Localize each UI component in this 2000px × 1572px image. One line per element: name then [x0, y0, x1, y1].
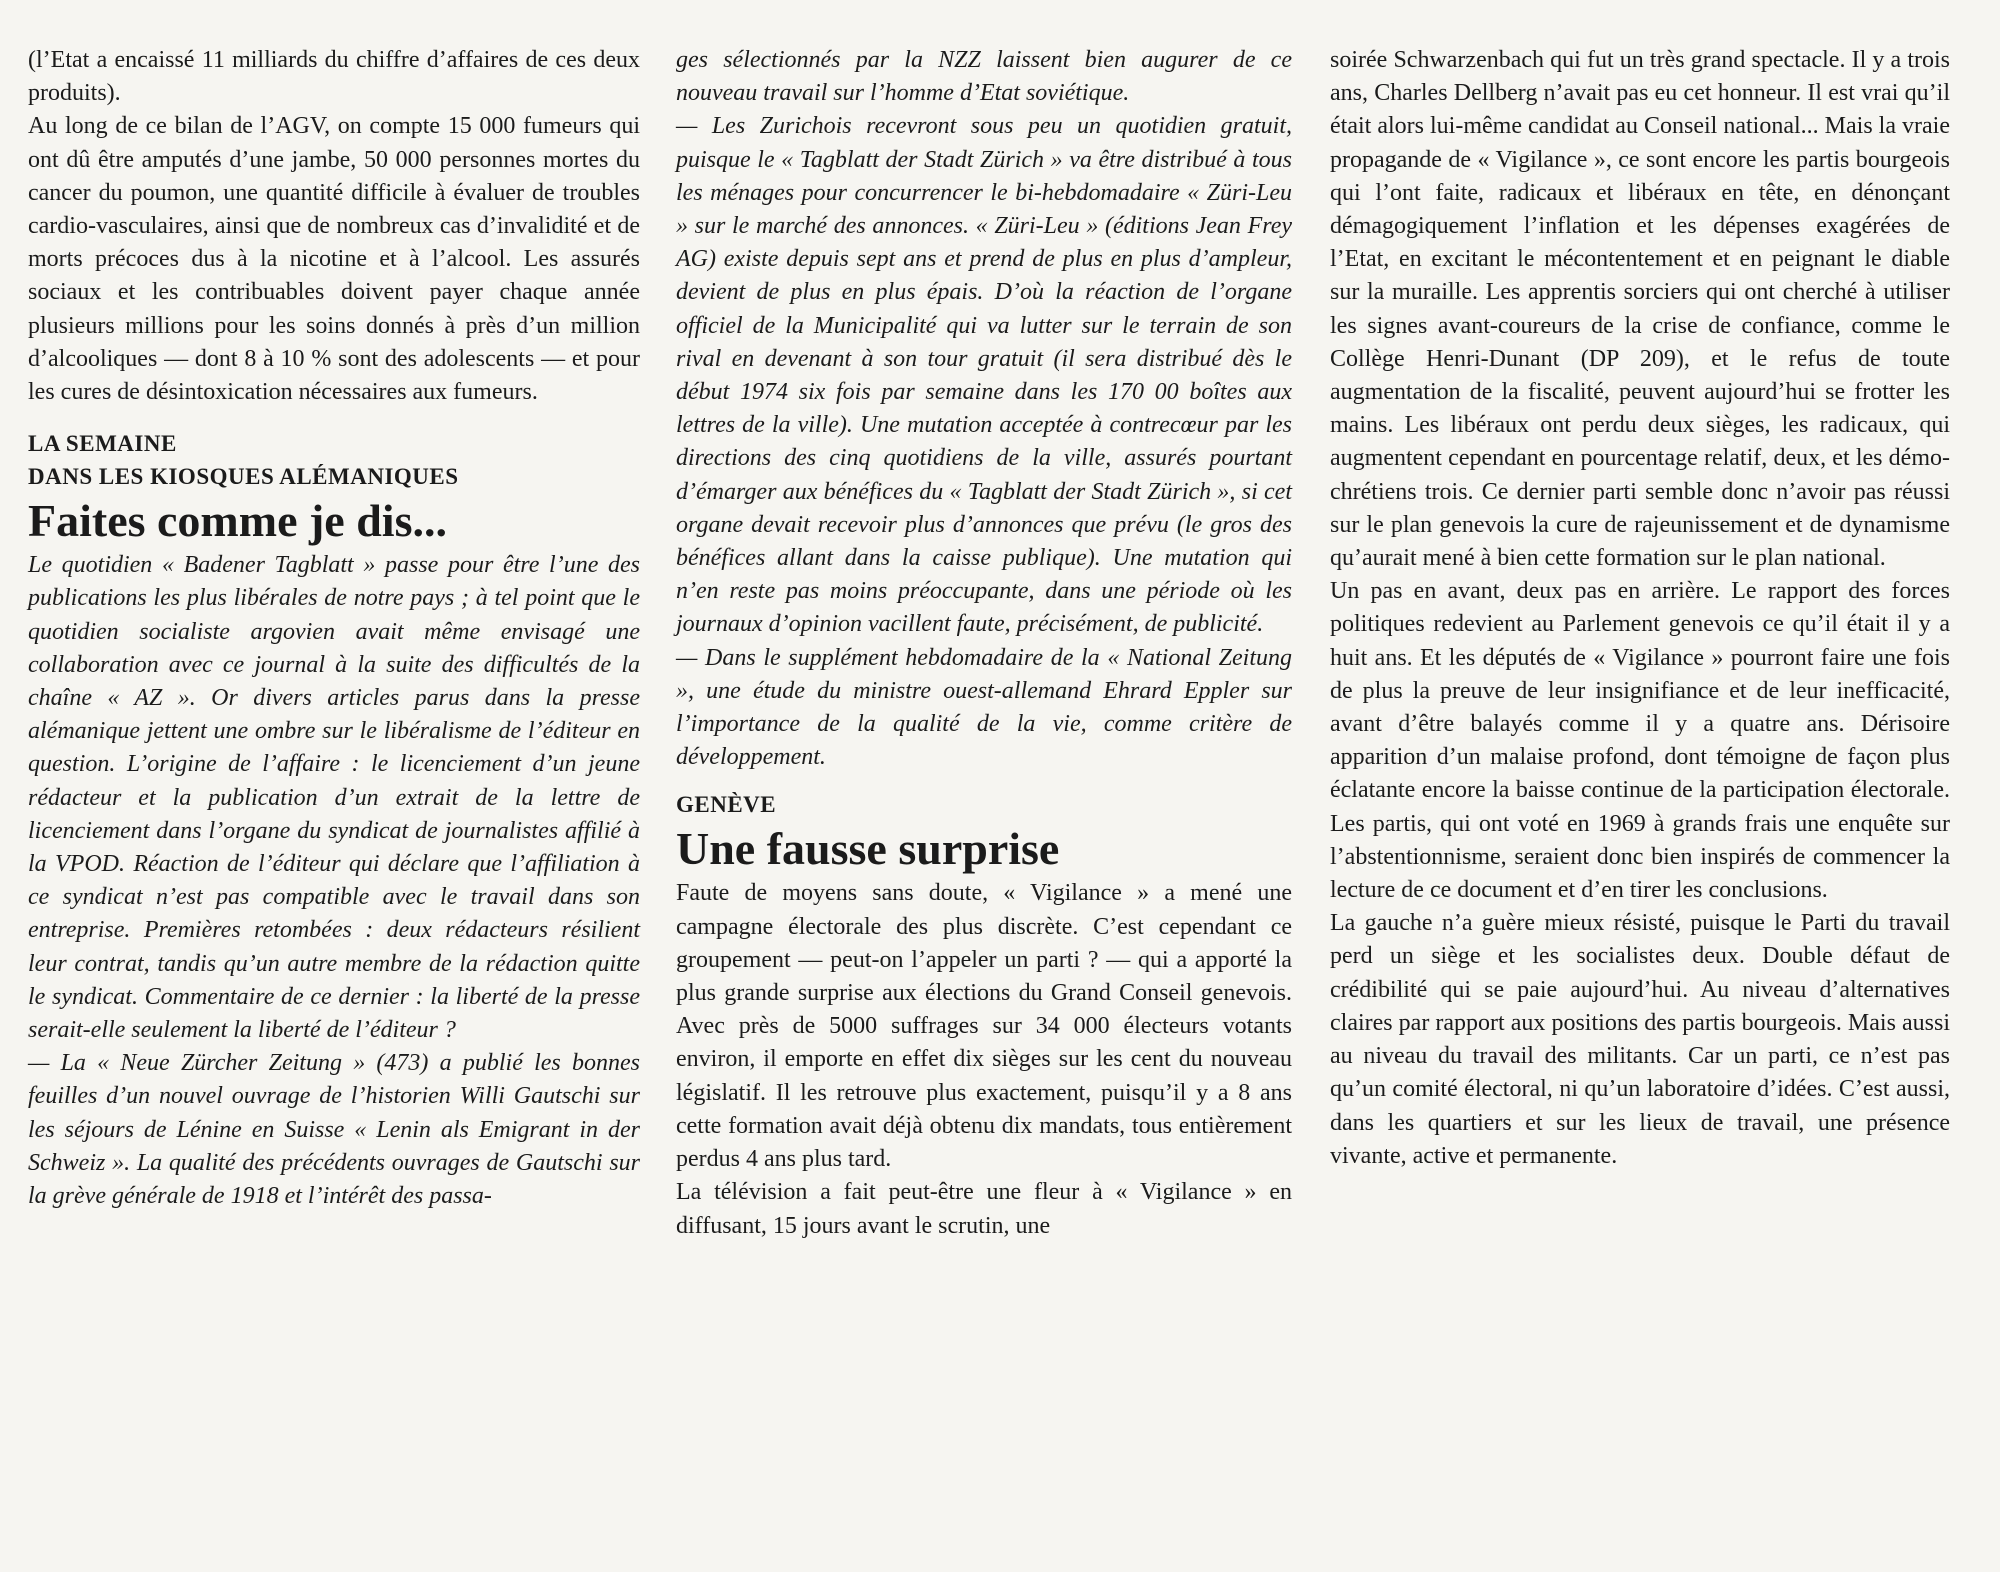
paragraph: — Dans le supplément hebdomadaire de la « National Zeitung », une étude du ministre ouest-allemand Ehrard Eppler sur l’importance de la qualité de la vie, comme critère de développement.	[676, 644, 1292, 771]
paragraph: La télévision a fait peut-être une fleur à « Vigilance » en diffusant, 15 jours avant le scrutin, une	[676, 1179, 1292, 1239]
paragraph: Au long de ce bilan de l’AGV, on compte 15 000 fumeurs qui ont dû être amputés d’une jambe, 50 000 personnes mortes du cancer du poumon, une quantité difficile à évaluer de troubles cardio-vasculaires, ainsi que de nombreux cas d’invalidité et de morts précoces dus à la nicotine et à l’alcool. Les assurés sociaux et les contribuables doivent payer chaque année plusieurs millions pour les soins donnés à près d’un million d’alcooliques — dont 8 à 10 % sont des adolescents — et pour les cures de désintoxication nécessaires aux fumeurs.	[28, 113, 640, 406]
headline: Une fausse surprise	[676, 823, 1060, 875]
paragraph: (l’Etat a encaissé 11 milliards du chiffre d’affaires de ces deux produits).	[28, 47, 640, 107]
kicker-line: LA SEMAINE	[28, 431, 177, 457]
paragraph: Le quotidien « Badener Tagblatt » passe pour être l’une des publications les plus libérales de notre pays ; à tel point que le quotidien socialiste argovien avait même envisagé une collaboration avec ce journal à la suite des difficultés de la chaîne « AZ ». Or divers articles parus dans la presse alémanique jettent une ombre sur le libéralisme de l’éditeur en question. L’origine de l’affaire : le licenciement d’un jeune rédacteur et la publication d’un extrait de la lettre de licenciement dans l’organe du syndicat de journalistes affilié à la VPOD. Réaction de l’éditeur qui déclare que l’affiliation à ce syndicat n’est pas compatible avec le travail dans son entreprise. Premières retombées : deux rédacteurs résilient leur contrat, tandis qu’un autre membre de la rédaction quitte le syndicat. Commentaire de ce dernier : la liberté de la presse serait-elle seulement la liberté de l’éditeur ?	[28, 552, 640, 1044]
paragraph: soirée Schwarzenbach qui fut un très grand spectacle. Il y a trois ans, Charles Dellberg n’avait pas eu cet honneur. Il est vrai qu’il était alors lui-même candidat au Conseil national... Mais la vraie propagande de « Vigilance », ce sont encore les partis bourgeois qui l’ont faite, radicaux et libéraux en tête, en dénonçant démagogiquement l’inflation et les dépenses exagérées de l’Etat, en excitant le mécontentement et en peignant le diable sur la muraille. Les apprentis sorciers qui ont cherché à utiliser les signes avant-coureurs de la crise de confiance, comme le Collège Henri-Dunant (DP 209), et le refus de toute augmentation de la fiscalité, peuvent aujourd’hui se frotter les mains. Les libéraux ont perdu deux sièges, les radicaux, qui augmentent cependant en pourcentage relatif, deux, et les démo-chrétiens trois. Ce dernier parti semble donc n’avoir pas réussi sur le plan genevois la cure de rajeunissement et de dynamisme qu’aurait mené à bien cette formation sur le plan national.	[1330, 47, 1950, 572]
section-kicker: GENÈVE	[676, 792, 777, 818]
section-kicker	[28, 427, 640, 493]
paragraph: Faute de moyens sans doute, « Vigilance » a mené une campagne électorale des plus discrète. C’est cependant ce groupement — peut-on l’appeler un parti ? — qui a apporté la plus grande surprise aux élections du Grand Conseil genevois. Avec près de 5000 suffrages sur 34 000 électeurs votants environ, il emporte en effet dix sièges sur les cent du nouveau législatif. Il les retrouve plus exactement, puisqu’il y a 8 ans cette formation avait déjà obtenu dix mandats, tous entièrement perdus 4 ans plus tard.	[676, 880, 1292, 1173]
paragraph: — Les Zurichois recevront sous peu un quotidien gratuit, puisque le « Tagblatt der Stadt Zürich » va être distribué à tous les ménages pour concurrencer le bi-hebdomadaire « Züri-Leu » sur le marché des annonces. « Züri-Leu » (éditions Jean Frey AG) existe depuis sept ans et prend de plus en plus d’ampleur, devient de plus en plus épais. D’où la réaction de l’organe officiel de la Municipalité qui va lutter sur le terrain de son rival en devenant à son tour gratuit (il sera distribué dès le début 1974 six fois par semaine dans les 170 00 boîtes aux lettres de la ville). Une mutation acceptée à contrecœur par les directions des cinq quotidiens de la ville, assurés pourtant d’émarger aux bénéfices du « Tagblatt der Stadt Zürich », si cet organe devait recevoir plus d’annonces que prévu (le gros des bénéfices allant dans la caisse publique). Une mutation qui n’en reste pas moins préoccupante, dans une période où les journaux d’opinion vacillent faute, précisément, de publicité.	[676, 113, 1292, 638]
paragraph: — La « Neue Zürcher Zeitung » (473) a publié les bonnes feuilles d’un nouvel ouvrage de l’historien Willi Gautschi sur les séjours de Lénine en Suisse « Lenin als Emigrant in der Schweiz ». La qualité des précédents ouvrages de Gautschi sur la grève générale de 1918 et l’intérêt des passa-	[28, 1050, 640, 1210]
paragraph: Un pas en avant, deux pas en arrière. Le rapport des forces politiques redevient au Parlement genevois ce qu’il était il y a huit ans. Et les députés de « Vigilance » pourront faire une fois de plus la preuve de leur insignifiance et de leur inefficacité, avant d’être balayés comme il y a quatre ans. Dérisoire apparition d’un malaise profond, dont témoigne de façon plus éclatante encore la baisse continue de la participation électorale. Les partis, qui ont voté en 1969 à grands frais une enquête sur l’abstentionnisme, seraient donc bien inspirés de commencer la lecture de ce document et d’en tirer les conclusions.	[1330, 578, 1950, 904]
paragraph: ges sélectionnés par la NZZ laissent bien augurer de ce nouveau travail sur l’homme d’Etat soviétique.	[676, 47, 1292, 107]
column-2	[676, 44, 1292, 1243]
column-3	[1330, 44, 1950, 1173]
headline: Faites comme je dis...	[28, 495, 447, 547]
paragraph: La gauche n’a guère mieux résisté, puisque le Parti du travail perd un siège et les socialistes deux. Double défaut de crédibilité qui se paie aujourd’hui. Au niveau d’alternatives claires par rapport aux positions des partis bourgeois. Mais aussi au niveau du travail des militants. Car un parti, ce n’est pas qu’un comité électoral, ni qu’un laboratoire d’idées. C’est aussi, dans les quartiers et sur les lieux de travail, une présence vivante, active et permanente.	[1330, 910, 1950, 1169]
column-1	[28, 44, 640, 1213]
kicker-line: DANS LES KIOSQUES ALÉMANIQUES	[28, 464, 459, 490]
